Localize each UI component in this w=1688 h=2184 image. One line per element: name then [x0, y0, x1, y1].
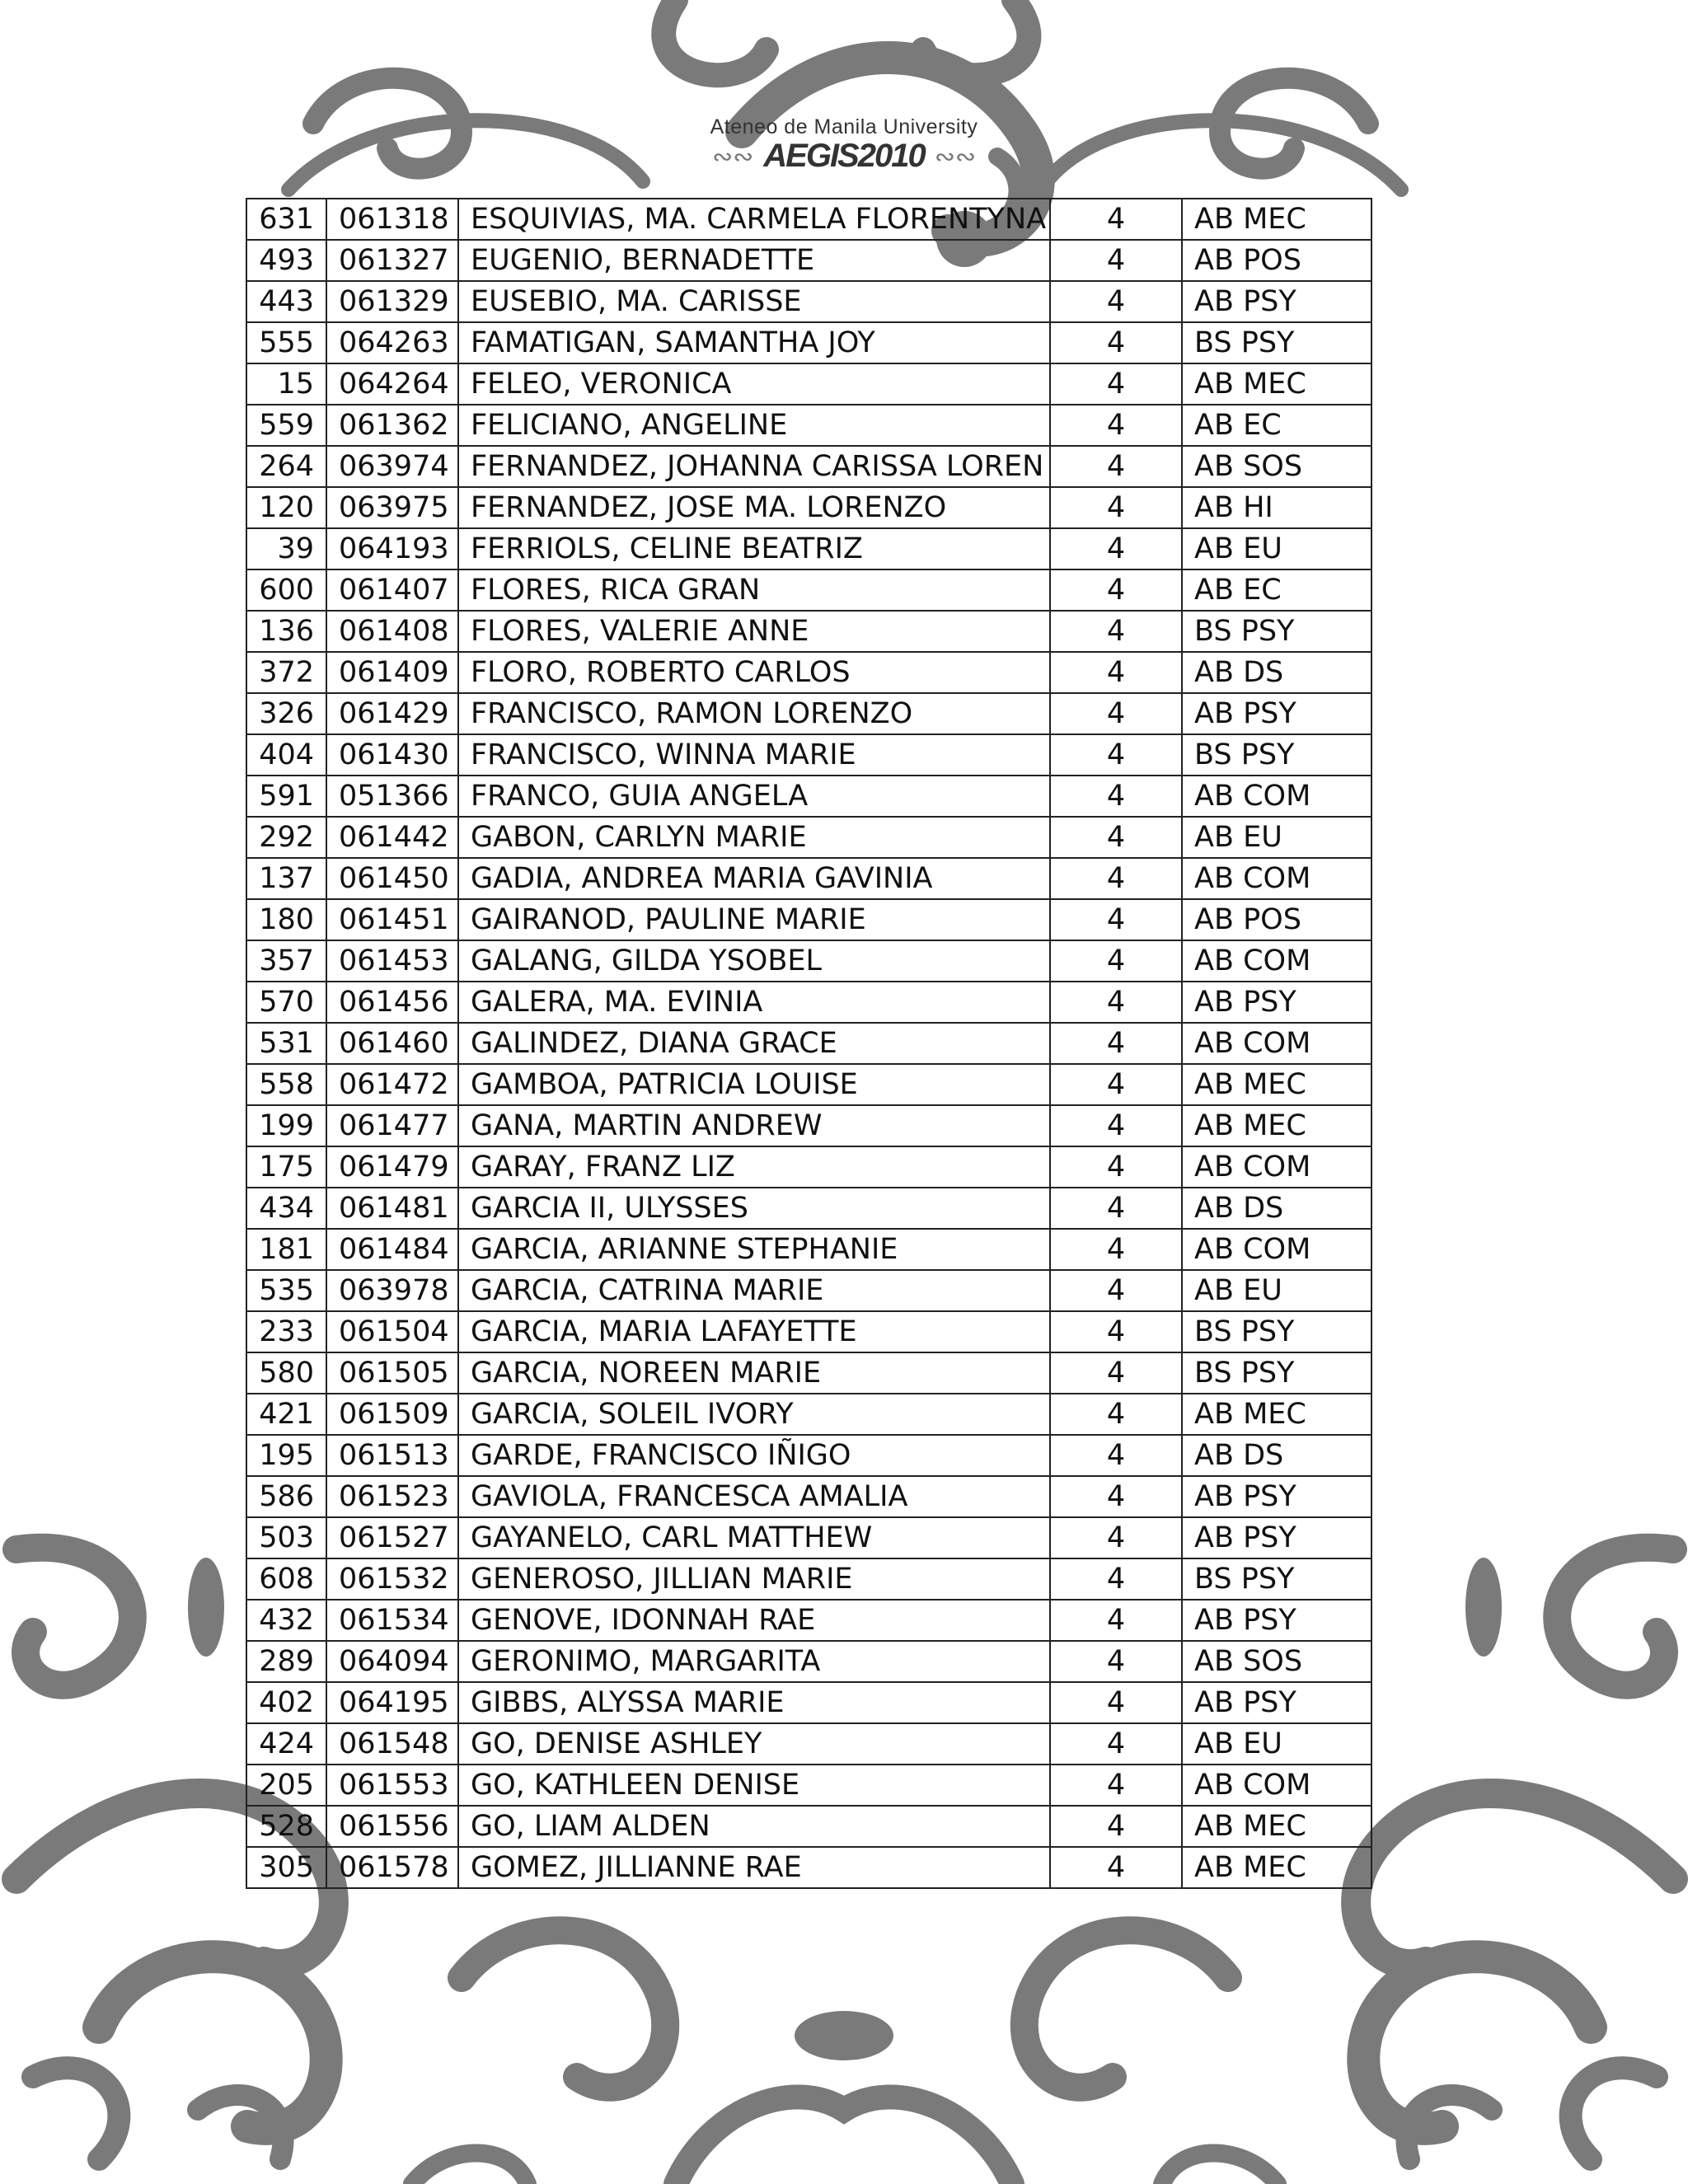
year-level-cell: 4 — [1050, 817, 1182, 858]
student-name-cell: GAMBOA, PATRICIA LOUISE — [458, 1064, 1050, 1105]
program-cell: BS PSY — [1182, 1558, 1372, 1600]
program-cell: AB PSY — [1182, 281, 1372, 322]
student-id-cell: 061472 — [326, 1064, 458, 1105]
year-level-cell: 4 — [1050, 1476, 1182, 1517]
table-row — [246, 734, 1372, 776]
program-cell: AB PSY — [1182, 1682, 1372, 1723]
year-level-cell: 4 — [1050, 1600, 1182, 1641]
program-cell: AB MEC — [1182, 1806, 1372, 1847]
program-cell: AB COM — [1182, 1146, 1372, 1188]
student-name-cell: FELICIANO, ANGELINE — [458, 405, 1050, 446]
seq-number-cell: 289 — [246, 1641, 326, 1682]
student-id-cell: 061484 — [326, 1229, 458, 1270]
year-level-cell: 4 — [1050, 693, 1182, 734]
seq-number-cell: 137 — [246, 858, 326, 899]
seq-number-cell: 181 — [246, 1229, 326, 1270]
seq-number-cell: 586 — [246, 1476, 326, 1517]
table-row — [246, 1352, 1372, 1394]
brand-row — [0, 139, 1688, 175]
year-level-cell: 4 — [1050, 1311, 1182, 1352]
seq-number-cell: 264 — [246, 446, 326, 487]
table-row — [246, 940, 1372, 982]
year-level-cell: 4 — [1050, 1352, 1182, 1394]
table-row — [246, 1023, 1372, 1064]
table-row — [246, 1723, 1372, 1765]
program-cell: AB MEC — [1182, 199, 1372, 240]
seq-number-cell: 424 — [246, 1723, 326, 1765]
seq-number-cell: 432 — [246, 1600, 326, 1641]
year-level-cell: 4 — [1050, 940, 1182, 982]
year-level-cell: 4 — [1050, 1723, 1182, 1765]
student-id-cell: 051366 — [326, 776, 458, 817]
student-name-cell: GARAY, FRANZ LIZ — [458, 1146, 1050, 1188]
seq-number-cell: 558 — [246, 1064, 326, 1105]
table-row — [246, 322, 1372, 363]
table-row — [246, 363, 1372, 405]
student-name-cell: GARCIA, SOLEIL IVORY — [458, 1394, 1050, 1435]
student-name-cell: ESQUIVIAS, MA. CARMELA FLORENTYNA — [458, 199, 1050, 240]
student-id-cell: 061456 — [326, 982, 458, 1023]
program-cell: AB SOS — [1182, 1641, 1372, 1682]
student-name-cell: FRANCISCO, RAMON LORENZO — [458, 693, 1050, 734]
program-cell: AB EU — [1182, 528, 1372, 569]
student-name-cell: GARCIA, NOREEN MARIE — [458, 1352, 1050, 1394]
year-level-cell: 4 — [1050, 528, 1182, 569]
seq-number-cell: 631 — [246, 199, 326, 240]
program-cell: AB COM — [1182, 1229, 1372, 1270]
student-name-cell: GANA, MARTIN ANDREW — [458, 1105, 1050, 1146]
table-row — [246, 1311, 1372, 1352]
program-cell: AB EU — [1182, 1270, 1372, 1311]
program-cell: BS PSY — [1182, 322, 1372, 363]
flourish-left-icon: ∾∾ — [711, 143, 754, 171]
year-level-cell: 4 — [1050, 281, 1182, 322]
seq-number-cell: 195 — [246, 1435, 326, 1476]
year-level-cell: 4 — [1050, 1146, 1182, 1188]
table-row — [246, 1517, 1372, 1558]
student-id-cell: 061362 — [326, 405, 458, 446]
student-name-cell: GADIA, ANDREA MARIA GAVINIA — [458, 858, 1050, 899]
seq-number-cell: 421 — [246, 1394, 326, 1435]
student-id-cell: 061556 — [326, 1806, 458, 1847]
student-name-cell: GOMEZ, JILLIANNE RAE — [458, 1847, 1050, 1888]
year-level-cell: 4 — [1050, 199, 1182, 240]
student-name-cell: GAYANELO, CARL MATTHEW — [458, 1517, 1050, 1558]
seq-number-cell: 292 — [246, 817, 326, 858]
table-row — [246, 281, 1372, 322]
program-cell: AB EU — [1182, 817, 1372, 858]
year-level-cell: 4 — [1050, 569, 1182, 611]
student-name-cell: GABON, CARLYN MARIE — [458, 817, 1050, 858]
student-id-cell: 061479 — [326, 1146, 458, 1188]
seq-number-cell: 326 — [246, 693, 326, 734]
program-cell: AB SOS — [1182, 446, 1372, 487]
program-cell: AB COM — [1182, 776, 1372, 817]
program-cell: AB DS — [1182, 1435, 1372, 1476]
seq-number-cell: 175 — [246, 1146, 326, 1188]
table-row — [246, 1188, 1372, 1229]
student-name-cell: FLORES, RICA GRAN — [458, 569, 1050, 611]
student-name-cell: FELEO, VERONICA — [458, 363, 1050, 405]
year-level-cell: 4 — [1050, 611, 1182, 652]
student-id-cell: 061527 — [326, 1517, 458, 1558]
year-level-cell: 4 — [1050, 1517, 1182, 1558]
year-level-cell: 4 — [1050, 858, 1182, 899]
year-level-cell: 4 — [1050, 446, 1182, 487]
seq-number-cell: 535 — [246, 1270, 326, 1311]
table-row — [246, 1476, 1372, 1517]
year-level-cell: 4 — [1050, 322, 1182, 363]
seq-number-cell: 528 — [246, 1806, 326, 1847]
table-row — [246, 405, 1372, 446]
student-id-cell: 061534 — [326, 1600, 458, 1641]
student-name-cell: GAIRANOD, PAULINE MARIE — [458, 899, 1050, 940]
roster-body — [246, 199, 1372, 1888]
program-cell: AB MEC — [1182, 1394, 1372, 1435]
year-level-cell: 4 — [1050, 1765, 1182, 1806]
seq-number-cell: 305 — [246, 1847, 326, 1888]
student-name-cell: GAVIOLA, FRANCESCA AMALIA — [458, 1476, 1050, 1517]
student-name-cell: GARCIA, MARIA LAFAYETTE — [458, 1311, 1050, 1352]
table-row — [246, 1229, 1372, 1270]
year-level-cell: 4 — [1050, 1188, 1182, 1229]
program-cell: BS PSY — [1182, 1352, 1372, 1394]
student-name-cell: GERONIMO, MARGARITA — [458, 1641, 1050, 1682]
seq-number-cell: 357 — [246, 940, 326, 982]
year-level-cell: 4 — [1050, 1105, 1182, 1146]
table-row — [246, 1146, 1372, 1188]
table-row — [246, 240, 1372, 281]
student-id-cell: 061481 — [326, 1188, 458, 1229]
table-row — [246, 1847, 1372, 1888]
student-id-cell: 063978 — [326, 1270, 458, 1311]
year-level-cell: 4 — [1050, 405, 1182, 446]
program-cell: AB DS — [1182, 652, 1372, 693]
student-name-cell: FERNANDEZ, JOSE MA. LORENZO — [458, 487, 1050, 528]
table-row — [246, 446, 1372, 487]
flourish-right-icon: ∾∾ — [934, 143, 977, 171]
year-level-cell: 4 — [1050, 1641, 1182, 1682]
year-level-cell: 4 — [1050, 776, 1182, 817]
program-cell: BS PSY — [1182, 611, 1372, 652]
student-name-cell: GO, KATHLEEN DENISE — [458, 1765, 1050, 1806]
student-id-cell: 061318 — [326, 199, 458, 240]
seq-number-cell: 434 — [246, 1188, 326, 1229]
year-level-cell: 4 — [1050, 240, 1182, 281]
table-row — [246, 1682, 1372, 1723]
student-id-cell: 061504 — [326, 1311, 458, 1352]
student-id-cell: 061453 — [326, 940, 458, 982]
student-id-cell: 064195 — [326, 1682, 458, 1723]
student-id-cell: 061451 — [326, 899, 458, 940]
student-id-cell: 064264 — [326, 363, 458, 405]
seq-number-cell: 559 — [246, 405, 326, 446]
seq-number-cell: 120 — [246, 487, 326, 528]
student-name-cell: FLORO, ROBERTO CARLOS — [458, 652, 1050, 693]
year-level-cell: 4 — [1050, 1394, 1182, 1435]
student-id-cell: 061430 — [326, 734, 458, 776]
student-name-cell: FERNANDEZ, JOHANNA CARISSA LOREN — [458, 446, 1050, 487]
seq-number-cell: 503 — [246, 1517, 326, 1558]
seq-number-cell: 555 — [246, 322, 326, 363]
student-name-cell: EUGENIO, BERNADETTE — [458, 240, 1050, 281]
year-level-cell: 4 — [1050, 1023, 1182, 1064]
student-id-cell: 064193 — [326, 528, 458, 569]
table-row — [246, 899, 1372, 940]
seq-number-cell: 180 — [246, 899, 326, 940]
student-name-cell: FAMATIGAN, SAMANTHA JOY — [458, 322, 1050, 363]
seq-number-cell: 570 — [246, 982, 326, 1023]
table-row — [246, 776, 1372, 817]
program-cell: AB PSY — [1182, 693, 1372, 734]
table-row — [246, 1394, 1372, 1435]
student-name-cell: FRANCO, GUIA ANGELA — [458, 776, 1050, 817]
student-id-cell: 064263 — [326, 322, 458, 363]
student-id-cell: 061523 — [326, 1476, 458, 1517]
seq-number-cell: 443 — [246, 281, 326, 322]
student-name-cell: GALINDEZ, DIANA GRACE — [458, 1023, 1050, 1064]
student-name-cell: GENOVE, IDONNAH RAE — [458, 1600, 1050, 1641]
seq-number-cell: 136 — [246, 611, 326, 652]
student-name-cell: FERRIOLS, CELINE BEATRIZ — [458, 528, 1050, 569]
seq-number-cell: 205 — [246, 1765, 326, 1806]
seq-number-cell: 600 — [246, 569, 326, 611]
program-cell: AB PSY — [1182, 1517, 1372, 1558]
student-name-cell: GALERA, MA. EVINIA — [458, 982, 1050, 1023]
student-id-cell: 061329 — [326, 281, 458, 322]
program-cell: AB EU — [1182, 1723, 1372, 1765]
table-row — [246, 1105, 1372, 1146]
year-level-cell: 4 — [1050, 1806, 1182, 1847]
page-header — [0, 115, 1688, 175]
student-name-cell: GARCIA, ARIANNE STEPHANIE — [458, 1229, 1050, 1270]
student-id-cell: 064094 — [326, 1641, 458, 1682]
student-id-cell: 061505 — [326, 1352, 458, 1394]
program-cell: AB COM — [1182, 1023, 1372, 1064]
seq-number-cell: 608 — [246, 1558, 326, 1600]
program-cell: AB MEC — [1182, 363, 1372, 405]
table-row — [246, 693, 1372, 734]
student-id-cell: 063974 — [326, 446, 458, 487]
student-name-cell: GARDE, FRANCISCO IÑIGO — [458, 1435, 1050, 1476]
year-level-cell: 4 — [1050, 899, 1182, 940]
program-cell: AB PSY — [1182, 1600, 1372, 1641]
student-id-cell: 061450 — [326, 858, 458, 899]
table-row — [246, 1558, 1372, 1600]
table-row — [246, 1064, 1372, 1105]
table-row — [246, 487, 1372, 528]
seq-number-cell: 531 — [246, 1023, 326, 1064]
student-name-cell: GARCIA II, ULYSSES — [458, 1188, 1050, 1229]
program-cell: BS PSY — [1182, 1311, 1372, 1352]
program-cell: AB POS — [1182, 899, 1372, 940]
year-level-cell: 4 — [1050, 1558, 1182, 1600]
student-id-cell: 061409 — [326, 652, 458, 693]
table-row — [246, 1806, 1372, 1847]
student-id-cell: 061578 — [326, 1847, 458, 1888]
table-row — [246, 1270, 1372, 1311]
table-row — [246, 1765, 1372, 1806]
program-cell: AB COM — [1182, 940, 1372, 982]
student-id-cell: 061442 — [326, 817, 458, 858]
program-cell: AB EC — [1182, 405, 1372, 446]
seq-number-cell: 39 — [246, 528, 326, 569]
program-cell: AB DS — [1182, 1188, 1372, 1229]
student-id-cell: 063975 — [326, 487, 458, 528]
year-level-cell: 4 — [1050, 363, 1182, 405]
program-cell: AB POS — [1182, 240, 1372, 281]
program-cell: AB HI — [1182, 487, 1372, 528]
student-name-cell: FLORES, VALERIE ANNE — [458, 611, 1050, 652]
year-level-cell: 4 — [1050, 652, 1182, 693]
program-cell: AB MEC — [1182, 1105, 1372, 1146]
seq-number-cell: 372 — [246, 652, 326, 693]
year-level-cell: 4 — [1050, 982, 1182, 1023]
seq-number-cell: 404 — [246, 734, 326, 776]
student-id-cell: 061408 — [326, 611, 458, 652]
student-name-cell: GO, DENISE ASHLEY — [458, 1723, 1050, 1765]
table-row — [246, 611, 1372, 652]
year-level-cell: 4 — [1050, 1847, 1182, 1888]
student-id-cell: 061513 — [326, 1435, 458, 1476]
table-row — [246, 817, 1372, 858]
year-level-cell: 4 — [1050, 1435, 1182, 1476]
program-cell: AB PSY — [1182, 982, 1372, 1023]
student-name-cell: GENEROSO, JILLIAN MARIE — [458, 1558, 1050, 1600]
student-name-cell: GARCIA, CATRINA MARIE — [458, 1270, 1050, 1311]
student-name-cell: EUSEBIO, MA. CARISSE — [458, 281, 1050, 322]
table-row — [246, 858, 1372, 899]
seq-number-cell: 199 — [246, 1105, 326, 1146]
yearbook-logo: AEGIS2010 — [763, 138, 925, 174]
table-row — [246, 1641, 1372, 1682]
student-id-cell: 061327 — [326, 240, 458, 281]
table-row — [246, 1435, 1372, 1476]
table-row — [246, 652, 1372, 693]
student-id-cell: 061407 — [326, 569, 458, 611]
student-id-cell: 061548 — [326, 1723, 458, 1765]
program-cell: AB COM — [1182, 858, 1372, 899]
student-name-cell: GO, LIAM ALDEN — [458, 1806, 1050, 1847]
year-level-cell: 4 — [1050, 1229, 1182, 1270]
program-cell: AB PSY — [1182, 1476, 1372, 1517]
student-name-cell: FRANCISCO, WINNA MARIE — [458, 734, 1050, 776]
student-id-cell: 061429 — [326, 693, 458, 734]
program-cell: AB EC — [1182, 569, 1372, 611]
year-level-cell: 4 — [1050, 1270, 1182, 1311]
year-level-cell: 4 — [1050, 1682, 1182, 1723]
student-name-cell: GALANG, GILDA YSOBEL — [458, 940, 1050, 982]
seq-number-cell: 233 — [246, 1311, 326, 1352]
program-cell: AB MEC — [1182, 1847, 1372, 1888]
seq-number-cell: 591 — [246, 776, 326, 817]
table-row — [246, 199, 1372, 240]
program-cell: BS PSY — [1182, 734, 1372, 776]
table-row — [246, 1600, 1372, 1641]
year-level-cell: 4 — [1050, 1064, 1182, 1105]
year-level-cell: 4 — [1050, 487, 1182, 528]
university-name: Ateneo de Manila University — [710, 115, 978, 138]
student-id-cell: 061532 — [326, 1558, 458, 1600]
student-roster-table — [246, 198, 1372, 1889]
student-id-cell: 061477 — [326, 1105, 458, 1146]
seq-number-cell: 402 — [246, 1682, 326, 1723]
student-id-cell: 061509 — [326, 1394, 458, 1435]
program-cell: AB MEC — [1182, 1064, 1372, 1105]
seq-number-cell: 580 — [246, 1352, 326, 1394]
seq-number-cell: 493 — [246, 240, 326, 281]
table-row — [246, 528, 1372, 569]
student-id-cell: 061553 — [326, 1765, 458, 1806]
year-level-cell: 4 — [1050, 734, 1182, 776]
seq-number-cell: 15 — [246, 363, 326, 405]
student-id-cell: 061460 — [326, 1023, 458, 1064]
program-cell: AB COM — [1182, 1765, 1372, 1806]
table-row — [246, 982, 1372, 1023]
student-name-cell: GIBBS, ALYSSA MARIE — [458, 1682, 1050, 1723]
table-row — [246, 569, 1372, 611]
